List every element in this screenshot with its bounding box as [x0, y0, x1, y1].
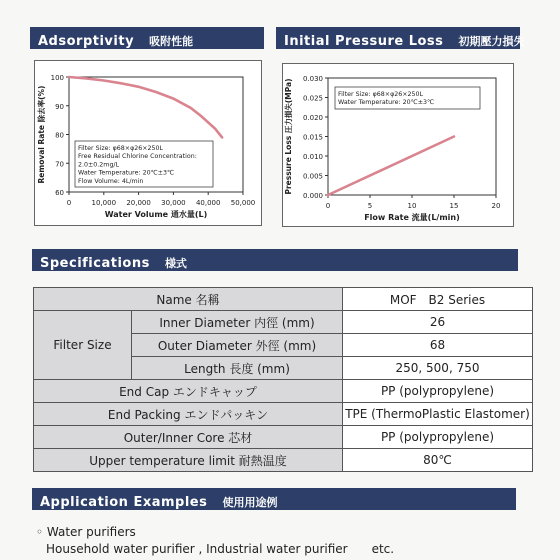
outer-diameter-label: Outer Diameter 外徑 (mm): [132, 334, 343, 357]
applications-header: [32, 488, 516, 510]
table-row: [34, 426, 533, 449]
applications-title-jp: 使用用途例: [222, 496, 278, 509]
y-tick-label: 70: [55, 160, 64, 169]
legend-note: Filter Size: φ68×φ26×250L: [338, 91, 424, 98]
inner-diameter-label: Inner Diameter 内徑 (mm): [132, 311, 343, 334]
legend-note: Filter Size: φ68×φ26×250L: [78, 145, 164, 152]
x-tick-label: 40,000: [195, 199, 221, 207]
specifications-title-jp: 様式: [164, 257, 187, 270]
x-tick-label: 0: [325, 202, 331, 210]
y-tick-label: 0.010: [302, 153, 323, 161]
inner-diameter-value: 26: [343, 311, 533, 334]
adsorptivity-chart: [34, 60, 262, 226]
x-tick-label: 20: [491, 202, 501, 210]
legend-note: 2.0±0.2mg/L: [78, 161, 120, 169]
x-tick-label: 20,000: [126, 199, 151, 207]
x-tick-label: 30,000: [161, 199, 186, 207]
temperature-limit-label: Upper temperature limit 耐熱温度: [34, 449, 343, 472]
x-axis-label: Flow Rate 流量(L/min): [364, 213, 460, 222]
y-tick-label: 0.025: [302, 94, 323, 103]
end-cap-value: PP (polypropylene): [343, 380, 533, 403]
y-axis-label: Pressure Loss 圧力損失(MPa): [284, 78, 293, 195]
pressure-loss-chart-svg: [283, 64, 515, 228]
pressure-loss-title-jp: 初期壓力損失: [458, 35, 525, 48]
application-item: ◦ Water purifiers: [36, 525, 136, 539]
adsorptivity-chart-svg: [35, 61, 263, 227]
spec-table: [33, 287, 533, 472]
table-row: [34, 403, 533, 426]
legend-note: Free Residual Chlorine Concentration:: [78, 153, 197, 161]
pressure-loss-chart: [282, 63, 514, 227]
outer-diameter-value: 68: [343, 334, 533, 357]
legend-note: Flow Volume: 4L/min: [78, 177, 144, 185]
x-tick-label: 15: [449, 202, 459, 210]
data-series-line: [69, 77, 222, 137]
temperature-limit-value: 80℃: [343, 449, 533, 472]
end-packing-label: End Packing エンドパッキン: [34, 403, 343, 426]
core-label: Outer/Inner Core 芯材: [34, 426, 343, 449]
data-series-line: [328, 137, 454, 196]
table-row: [34, 311, 533, 334]
y-axis-label: Removal Rate 除去率(%): [37, 85, 46, 184]
x-tick-label: 0: [66, 199, 72, 207]
x-axis-label: Water Volume 通水量(L): [104, 210, 208, 219]
table-row: [34, 288, 533, 311]
name-label: Name 名稱: [34, 288, 343, 311]
y-tick-label: 0.005: [302, 172, 323, 181]
applications-list: [36, 524, 394, 558]
pressure-loss-header: [276, 27, 525, 49]
x-tick-label: 50,000: [230, 199, 256, 207]
y-tick-label: 0.000: [302, 192, 323, 200]
table-row: [34, 449, 533, 472]
length-value: 250, 500, 750: [343, 357, 533, 380]
end-cap-label: End Cap エンドキャップ: [34, 380, 343, 403]
adsorptivity-header: [30, 27, 264, 49]
adsorptivity-title: Adsorptivity: [38, 34, 135, 49]
length-label: Length 長度 (mm): [132, 357, 343, 380]
y-tick-label: 60: [55, 189, 64, 197]
x-tick-label: 10: [407, 202, 417, 210]
pressure-loss-title: Initial Pressure Loss: [284, 34, 444, 49]
specifications-title: Specifications: [40, 256, 150, 271]
y-tick-label: 0.015: [302, 133, 323, 142]
core-value: PP (polypropylene): [343, 426, 533, 449]
x-tick-label: 5: [367, 202, 373, 210]
y-tick-label: 100: [50, 74, 64, 82]
name-value: MOF B2 Series: [343, 288, 533, 311]
table-row: [34, 380, 533, 403]
legend-note: Water Temperature: 20℃±3℃: [338, 99, 435, 107]
filter-size-label: Filter Size: [34, 311, 132, 380]
y-tick-label: 0.030: [302, 75, 323, 83]
x-tick-label: 10,000: [91, 199, 117, 207]
y-tick-label: 90: [55, 102, 64, 111]
end-packing-value: TPE (ThermoPlastic Elastomer): [343, 403, 533, 426]
specifications-header: [32, 249, 518, 271]
applications-title: Application Examples: [40, 495, 208, 510]
application-item-detail: Household water purifier , Industrial water purifier etc.: [46, 542, 395, 556]
legend-note: Water Temperature: 20℃±3℃: [78, 169, 175, 177]
adsorptivity-title-jp: 吸附性能: [149, 35, 194, 48]
y-tick-label: 80: [55, 131, 64, 140]
y-tick-label: 0.020: [302, 114, 323, 122]
